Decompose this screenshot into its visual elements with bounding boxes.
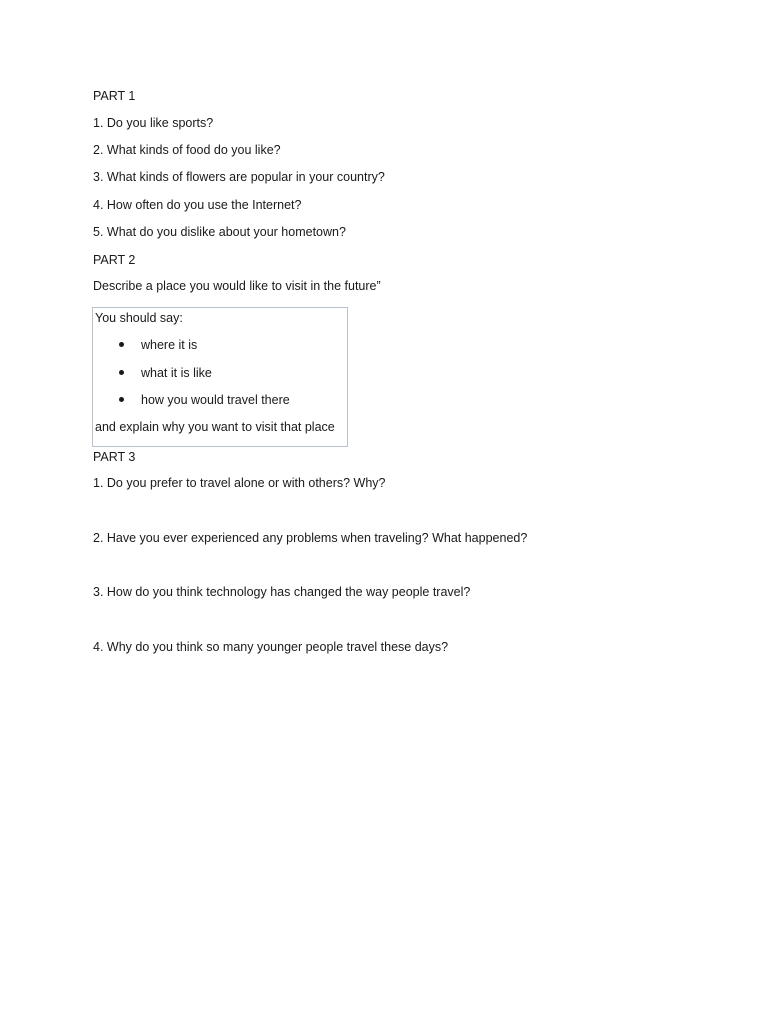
cue-card-closing: and explain why you want to visit that place	[95, 420, 335, 434]
part3-heading: PART 3	[93, 450, 136, 464]
part2-heading: PART 2	[93, 253, 136, 267]
cue-card-bullet: what it is like	[141, 366, 212, 380]
cue-card-box	[92, 307, 348, 447]
cue-card-bullet: where it is	[141, 338, 198, 352]
bullet-icon	[119, 397, 124, 402]
part1-question: 1. Do you like sports?	[93, 116, 214, 130]
part3-question: 3. How do you think technology has changed the way people travel?	[93, 585, 471, 599]
part1-heading: PART 1	[93, 89, 136, 103]
part3-question: 4. Why do you think so many younger people travel these days?	[93, 640, 449, 654]
part1-question: 3. What kinds of flowers are popular in your country?	[93, 170, 385, 184]
part1-question: 5. What do you dislike about your hometown?	[93, 225, 346, 239]
part2-prompt: Describe a place you would like to visit in the future”	[93, 279, 381, 293]
bullet-icon	[119, 370, 124, 375]
part1-question: 2. What kinds of food do you like?	[93, 143, 281, 157]
cue-card-intro: You should say:	[95, 311, 183, 325]
part3-question: 1. Do you prefer to travel alone or with others? Why?	[93, 476, 386, 490]
part1-question: 4. How often do you use the Internet?	[93, 198, 302, 212]
cue-card-bullet: how you would travel there	[141, 393, 290, 407]
part3-question: 2. Have you ever experienced any problems when traveling? What happened?	[93, 531, 528, 545]
bullet-icon	[119, 342, 124, 347]
